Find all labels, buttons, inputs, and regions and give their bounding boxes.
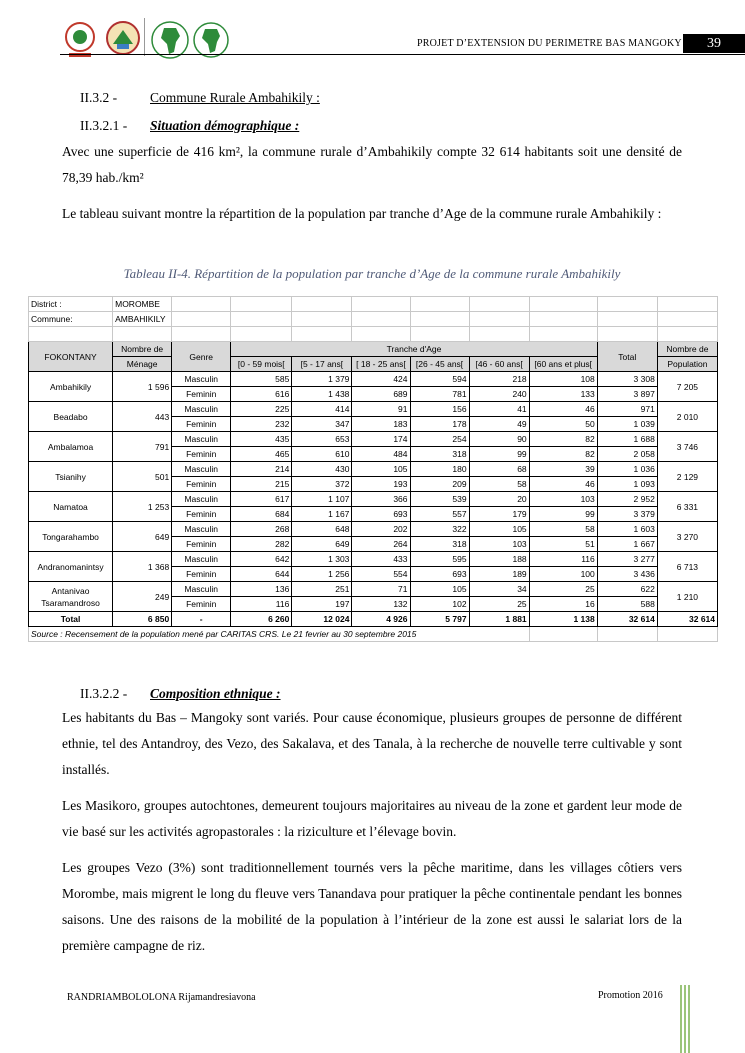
total-population: 32 614	[657, 612, 717, 627]
header-menage-line1: Nombre de	[113, 342, 172, 357]
age-value: 180	[410, 462, 469, 477]
age-value: 132	[352, 597, 410, 612]
fokontany-name: Tsianihy	[29, 462, 113, 492]
logo-divider	[144, 18, 145, 56]
gender-total: 1 603	[597, 522, 657, 537]
gender-total: 588	[597, 597, 657, 612]
footer-accent-bar	[688, 985, 690, 1053]
age-value: 99	[469, 447, 529, 462]
total-sum: 32 614	[597, 612, 657, 627]
age-group-header: [46 - 60 ans[	[469, 357, 529, 372]
age-value: 1 107	[292, 492, 352, 507]
total-age-value: 12 024	[292, 612, 352, 627]
header-total: Total	[597, 342, 657, 372]
section-3-2-title: Commune Rurale Ambahikily :	[150, 90, 320, 105]
age-value: 71	[352, 582, 410, 597]
age-value: 108	[529, 372, 597, 387]
section-3-2-2-title: Composition ethnique :	[150, 686, 281, 701]
age-value: 183	[352, 417, 410, 432]
gender-total: 3 277	[597, 552, 657, 567]
age-value: 189	[469, 567, 529, 582]
total-menage: 6 850	[113, 612, 172, 627]
population-table	[28, 296, 718, 642]
header-genre: Genre	[172, 342, 231, 372]
header-tranche: Tranche d'Age	[231, 342, 597, 357]
age-value: 103	[529, 492, 597, 507]
fokontany-name: Antanivao Tsaramandroso	[29, 582, 113, 612]
age-value: 595	[410, 552, 469, 567]
age-value: 16	[529, 597, 597, 612]
fokontany-name: Beadabo	[29, 402, 113, 432]
age-value: 424	[352, 372, 410, 387]
table-row	[29, 492, 718, 507]
age-value: 653	[292, 432, 352, 447]
fokontany-name: Tongarahambo	[29, 522, 113, 552]
age-value: 82	[529, 447, 597, 462]
table-row	[29, 432, 718, 447]
genre-label: Feminin	[172, 537, 231, 552]
paragraph-habitants: Les habitants du Bas – Mangoky sont variés. Pour cause économique, plusieurs groupes de personne de différent ethnie, tel des Antandroy, des Vezo, des Sakalava, et des Tanala, à la recherche de nouvelle terre cultivable y sont installés.	[62, 710, 682, 777]
age-value: 1 167	[292, 507, 352, 522]
age-value: 209	[410, 477, 469, 492]
age-value: 58	[469, 477, 529, 492]
paragraph-superficie: Avec une superficie de 416 km², la commune rurale d’Ambahikily compte 32 614 habitants soit une densité de 78,39 hab./km²	[62, 144, 682, 185]
menage-count: 443	[113, 402, 172, 432]
age-value: 616	[231, 387, 292, 402]
section-3-2-number: II.3.2 -	[80, 90, 118, 105]
genre-label: Feminin	[172, 417, 231, 432]
table-source: Source : Recensement de la population mené par CARITAS CRS. Le 21 fevrier au 30 septembre 2015	[29, 627, 530, 642]
age-value: 347	[292, 417, 352, 432]
age-value: 318	[410, 537, 469, 552]
menage-count: 501	[113, 462, 172, 492]
gender-total: 3 308	[597, 372, 657, 387]
genre-label: Feminin	[172, 507, 231, 522]
district-label: District :	[29, 297, 113, 312]
population-total: 3 746	[657, 432, 717, 462]
age-value: 642	[231, 552, 292, 567]
fokontany-name: Ambalamoa	[29, 432, 113, 462]
gender-total: 1 667	[597, 537, 657, 552]
genre-label: Masculin	[172, 372, 231, 387]
table-row	[29, 402, 718, 417]
commune-label: Commune:	[29, 312, 113, 327]
age-value: 116	[529, 552, 597, 567]
age-value: 174	[352, 432, 410, 447]
age-value: 46	[529, 477, 597, 492]
population-total: 2 129	[657, 462, 717, 492]
age-value: 689	[352, 387, 410, 402]
source-row	[29, 627, 718, 642]
age-value: 20	[469, 492, 529, 507]
age-value: 539	[410, 492, 469, 507]
age-value: 25	[529, 582, 597, 597]
age-value: 188	[469, 552, 529, 567]
header-population-line2: Population	[657, 357, 717, 372]
age-group-header: [0 - 59 mois[	[231, 357, 292, 372]
table-caption: Tableau II-4. Répartition de la population par tranche d’Age de la commune rurale Ambahikily	[123, 266, 621, 281]
age-value: 693	[410, 567, 469, 582]
fokontany-name: Andranomanintsy	[29, 552, 113, 582]
age-group-header: [ 18 - 25 ans[	[352, 357, 410, 372]
total-genre: -	[172, 612, 231, 627]
footer-accent-bar	[684, 985, 686, 1053]
paragraph-vezo: Les groupes Vezo (3%) sont traditionnellement tournés vers la pêche maritime, dans les villages côtiers vers Morombe, mais migrent le long du fleuve vers Tanandava pour pratiquer la pêche continentale pendant les bonnes saisons. Une des raisons de la mobilité de la population à l’intérieur de la zone est aussi le salariat lors de la première campagne de riz.	[62, 860, 682, 953]
age-value: 251	[292, 582, 352, 597]
age-value: 585	[231, 372, 292, 387]
age-value: 178	[410, 417, 469, 432]
age-value: 254	[410, 432, 469, 447]
table-row	[29, 552, 718, 567]
total-label: Total	[29, 612, 113, 627]
paragraph-masikoro: Les Masikoro, groupes autochtones, demeurent toujours majoritaires au niveau de la zone et gardent leur mode de vie basé sur les activités agropastorales : la riziculture et l’élevage bovin.	[62, 798, 682, 839]
age-value: 116	[231, 597, 292, 612]
table-row	[29, 582, 718, 597]
header-menage-line2: Ménage	[113, 357, 172, 372]
population-total: 7 205	[657, 372, 717, 402]
total-age-value: 4 926	[352, 612, 410, 627]
age-value: 366	[352, 492, 410, 507]
gender-total: 3 436	[597, 567, 657, 582]
age-value: 282	[231, 537, 292, 552]
menage-count: 1 253	[113, 492, 172, 522]
gender-total: 3 379	[597, 507, 657, 522]
age-value: 49	[469, 417, 529, 432]
total-row	[29, 612, 718, 627]
age-value: 617	[231, 492, 292, 507]
age-value: 433	[352, 552, 410, 567]
commune-value: AMBAHIKILY	[113, 312, 172, 327]
age-value: 82	[529, 432, 597, 447]
age-value: 136	[231, 582, 292, 597]
menage-count: 1 596	[113, 372, 172, 402]
age-group-header: [26 - 45 ans[	[410, 357, 469, 372]
gender-total: 971	[597, 402, 657, 417]
age-value: 465	[231, 447, 292, 462]
age-value: 46	[529, 402, 597, 417]
age-value: 322	[410, 522, 469, 537]
age-value: 179	[469, 507, 529, 522]
gender-total: 1 039	[597, 417, 657, 432]
age-value: 39	[529, 462, 597, 477]
age-value: 781	[410, 387, 469, 402]
age-value: 90	[469, 432, 529, 447]
table-row	[29, 462, 718, 477]
age-value: 34	[469, 582, 529, 597]
gender-total: 2 952	[597, 492, 657, 507]
age-value: 218	[469, 372, 529, 387]
section-3-2-1-title: Situation démographique :	[150, 118, 300, 133]
age-value: 105	[410, 582, 469, 597]
age-value: 484	[352, 447, 410, 462]
age-value: 1 379	[292, 372, 352, 387]
age-value: 214	[231, 462, 292, 477]
gender-total: 622	[597, 582, 657, 597]
gender-total: 3 897	[597, 387, 657, 402]
age-value: 414	[292, 402, 352, 417]
menage-count: 649	[113, 522, 172, 552]
genre-label: Masculin	[172, 492, 231, 507]
age-value: 268	[231, 522, 292, 537]
genre-label: Masculin	[172, 402, 231, 417]
gender-total: 2 058	[597, 447, 657, 462]
age-value: 225	[231, 402, 292, 417]
footer-promotion: Promotion 2016	[598, 990, 663, 1001]
age-value: 1 303	[292, 552, 352, 567]
fokontany-name: Ambahikily	[29, 372, 113, 402]
menage-count: 249	[113, 582, 172, 612]
genre-label: Feminin	[172, 447, 231, 462]
age-value: 430	[292, 462, 352, 477]
age-group-header: [5 - 17 ans[	[292, 357, 352, 372]
age-value: 318	[410, 447, 469, 462]
age-value: 649	[292, 537, 352, 552]
footer-accent-bar	[680, 985, 682, 1053]
section-3-2-2-number: II.3.2.2 -	[80, 686, 128, 701]
age-value: 240	[469, 387, 529, 402]
population-total: 3 270	[657, 522, 717, 552]
age-value: 100	[529, 567, 597, 582]
population-total: 6 331	[657, 492, 717, 522]
menage-count: 1 368	[113, 552, 172, 582]
genre-label: Masculin	[172, 432, 231, 447]
genre-label: Feminin	[172, 477, 231, 492]
gender-total: 1 688	[597, 432, 657, 447]
age-value: 58	[529, 522, 597, 537]
age-value: 105	[469, 522, 529, 537]
gender-total: 1 036	[597, 462, 657, 477]
age-value: 693	[352, 507, 410, 522]
genre-label: Masculin	[172, 522, 231, 537]
age-value: 594	[410, 372, 469, 387]
age-value: 91	[352, 402, 410, 417]
fokontany-name: Namatoa	[29, 492, 113, 522]
genre-label: Feminin	[172, 567, 231, 582]
genre-label: Feminin	[172, 387, 231, 402]
age-value: 50	[529, 417, 597, 432]
age-value: 103	[469, 537, 529, 552]
age-value: 1 256	[292, 567, 352, 582]
age-value: 1 438	[292, 387, 352, 402]
age-value: 554	[352, 567, 410, 582]
total-age-value: 6 260	[231, 612, 292, 627]
gender-total: 1 093	[597, 477, 657, 492]
table-row	[29, 372, 718, 387]
population-total: 6 713	[657, 552, 717, 582]
age-value: 232	[231, 417, 292, 432]
total-age-value: 5 797	[410, 612, 469, 627]
age-value: 25	[469, 597, 529, 612]
age-value: 202	[352, 522, 410, 537]
age-value: 41	[469, 402, 529, 417]
menage-count: 791	[113, 432, 172, 462]
page-number: 39	[683, 34, 745, 53]
genre-label: Masculin	[172, 552, 231, 567]
age-value: 197	[292, 597, 352, 612]
age-value: 193	[352, 477, 410, 492]
age-value: 264	[352, 537, 410, 552]
table-row	[29, 522, 718, 537]
header-population-line1: Nombre de	[657, 342, 717, 357]
age-value: 610	[292, 447, 352, 462]
total-age-value: 1 138	[529, 612, 597, 627]
age-value: 684	[231, 507, 292, 522]
age-value: 133	[529, 387, 597, 402]
age-value: 648	[292, 522, 352, 537]
genre-label: Feminin	[172, 597, 231, 612]
genre-label: Masculin	[172, 462, 231, 477]
genre-label: Masculin	[172, 582, 231, 597]
population-total: 1 210	[657, 582, 717, 612]
population-total: 2 010	[657, 402, 717, 432]
age-value: 102	[410, 597, 469, 612]
age-value: 372	[292, 477, 352, 492]
age-value: 644	[231, 567, 292, 582]
age-value: 557	[410, 507, 469, 522]
section-3-2-1-number: II.3.2.1 -	[80, 118, 128, 133]
age-value: 435	[231, 432, 292, 447]
project-title: PROJET D’EXTENSION DU PERIMETRE BAS MANGOKY	[417, 38, 682, 49]
age-value: 99	[529, 507, 597, 522]
header-rule	[60, 54, 745, 55]
footer-author: RANDRIAMBOLOLONA Rijamandresiavona	[67, 992, 256, 1003]
age-value: 68	[469, 462, 529, 477]
age-value: 51	[529, 537, 597, 552]
district-value: MOROMBE	[113, 297, 172, 312]
age-value: 156	[410, 402, 469, 417]
header-fokontany: FOKONTANY	[29, 342, 113, 372]
total-age-value: 1 881	[469, 612, 529, 627]
age-value: 215	[231, 477, 292, 492]
paragraph-tableau-intro: Le tableau suivant montre la répartition de la population par tranche d’Age de la commune rurale Ambahikily :	[62, 206, 662, 221]
age-group-header: [60 ans et plus[	[529, 357, 597, 372]
age-value: 105	[352, 462, 410, 477]
